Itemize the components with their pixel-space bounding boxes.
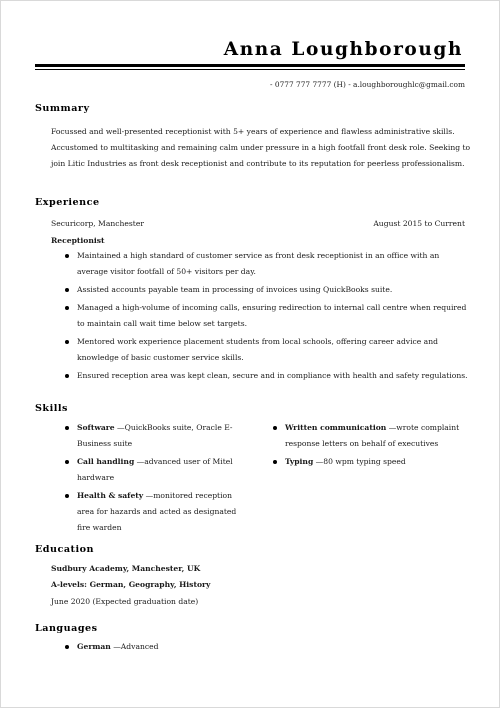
bullet-icon [65,645,69,649]
school-name: Sudbury Academy, Manchester, UK [51,564,201,573]
experience-bullets [51,248,469,386]
job-title: Receptionist [51,236,105,245]
header-rule-thin [35,69,465,70]
education-heading: Education [35,544,95,555]
bullet-icon [65,460,69,464]
skill-item: Typing —80 wpm typing speed [259,454,465,470]
list-item: Managed a high-volume of incoming calls, ensuring redirection to internal call centre when required to maintain call wait time below set targets. [51,300,469,332]
skill-item: Software —QuickBooks suite, Oracle E-Business suite [51,420,251,452]
list-item: Assisted accounts payable team in processing of invoices using QuickBooks suite. [51,282,469,298]
experience-heading: Experience [35,197,100,208]
header-rule-thick [35,64,465,67]
bullet-icon [65,254,69,258]
language-item: German —Advanced [51,639,351,655]
bullet-icon [65,374,69,378]
languages-list [51,639,351,657]
languages-heading: Languages [35,623,98,634]
bullet-icon [65,494,69,498]
summary-heading: Summary [35,103,90,114]
skills-heading: Skills [35,403,68,414]
bullet-icon [65,426,69,430]
skills-left-list [51,420,251,538]
graduation-date: June 2020 (Expected graduation date) [51,597,199,606]
employment-dates: August 2015 to Current [373,219,465,228]
list-item: Ensured reception area was kept clean, secure and in compliance with health and safety regulations. [51,368,469,384]
bullet-icon [273,460,277,464]
skill-item: Call handling —advanced user of Mitel hardware [51,454,251,486]
qualification: A-levels: German, Geography, History [51,580,211,589]
summary-text: Focussed and well-presented receptionist with 5+ years of experience and flawless administrative skills. Accustomed to multitasking and remaining calm under pressure in a high footfall front desk role. Seeking to join Litic Industries as front desk receptionist and contribute to its reputation for peerless professionalism. [51,127,471,168]
candidate-name: Anna Loughborough [223,39,463,60]
employer: Securicorp, Manchester [51,219,144,228]
skill-item: Health & safety —monitored reception area for hazards and acted as designated fire warden [51,488,251,536]
skill-item: Written communication —wrote complaint response letters on behalf of executives [259,420,465,452]
bullet-icon [65,306,69,310]
contact-info: - 0777 777 7777 (H) - a.loughboroughlc@gmail.com [270,80,465,89]
bullet-icon [65,340,69,344]
list-item: Maintained a high standard of customer service as front desk receptionist in an office with an average visitor footfall of 50+ visitors per day. [51,248,469,280]
skills-right-list [259,420,465,472]
list-item: Mentored work experience placement students from local schools, offering career advice and knowledge of basic customer service skills. [51,334,469,366]
bullet-icon [273,426,277,430]
bullet-icon [65,288,69,292]
